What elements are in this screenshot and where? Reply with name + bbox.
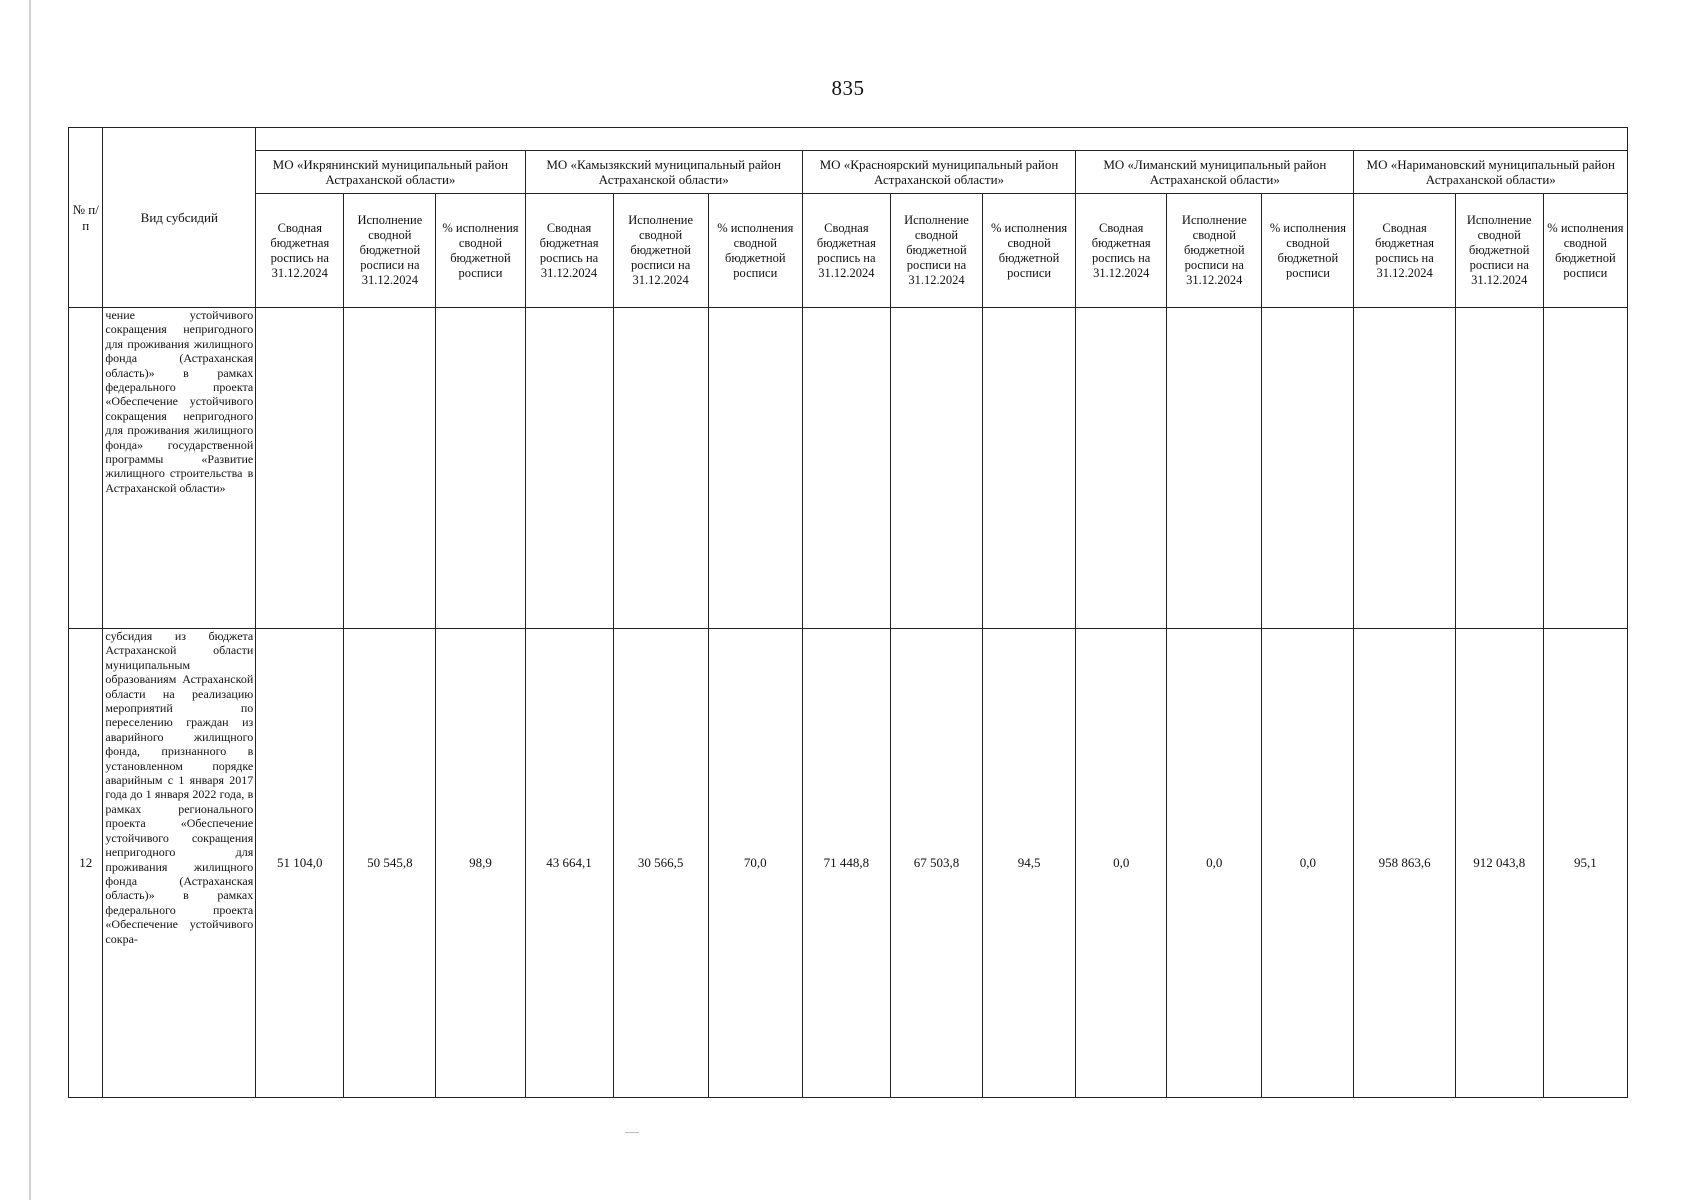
value-cell: [525, 308, 613, 629]
value-cell: [802, 308, 890, 629]
value-cell: [708, 308, 802, 629]
header-mo-limansky: МО «Лиманский муниципальный район Астраханской области»: [1076, 151, 1354, 194]
value-kamyzyaksky-percent: 70,0: [708, 629, 802, 1098]
subcol-execution-percent: % исполнения сводной бюджетной росписи: [983, 194, 1076, 308]
value-limansky-plan: 0,0: [1076, 629, 1167, 1098]
value-ikryaninsky-percent: 98,9: [436, 629, 525, 1098]
scan-mark: [625, 1132, 639, 1133]
subcol-execution: Исполнение сводной бюджетной росписи на 31.12.2024: [1455, 194, 1543, 308]
value-cell: [1455, 308, 1543, 629]
value-cell: [344, 308, 436, 629]
header-mo-ikryaninsky: МО «Икрянинский муниципальный район Астраханской области»: [256, 151, 525, 194]
row-number: [69, 308, 103, 629]
subcol-budget-plan: Сводная бюджетная роспись на 31.12.2024: [256, 194, 344, 308]
value-kamyzyaksky-execution: 30 566,5: [613, 629, 708, 1098]
row-number: 12: [69, 629, 103, 1098]
value-cell: [256, 308, 344, 629]
value-cell: [890, 308, 982, 629]
scan-edge-line: [29, 0, 31, 1200]
value-krasnoyarsky-percent: 94,5: [983, 629, 1076, 1098]
subcol-budget-plan: Сводная бюджетная роспись на 31.12.2024: [802, 194, 890, 308]
value-cell: [1076, 308, 1167, 629]
header-mo-kamyzyaksky: МО «Камызякский муниципальный район Астраханской области»: [525, 151, 802, 194]
subcol-execution-percent: % исполнения сводной бюджетной росписи: [1262, 194, 1354, 308]
subcol-execution-percent: % исполнения сводной бюджетной росписи: [1543, 194, 1627, 308]
value-cell: [1543, 308, 1627, 629]
header-num: № п/п: [69, 128, 103, 308]
table-row: [69, 308, 1628, 629]
value-cell: [1262, 308, 1354, 629]
table-row: [69, 629, 1628, 1098]
value-ikryaninsky-plan: 51 104,0: [256, 629, 344, 1098]
subcol-budget-plan: Сводная бюджетная роспись на 31.12.2024: [1076, 194, 1167, 308]
page-number: 835: [831, 76, 865, 100]
value-kamyzyaksky-plan: 43 664,1: [525, 629, 613, 1098]
subcol-execution: Исполнение сводной бюджетной росписи на 31.12.2024: [1167, 194, 1262, 308]
header-subcolumn-row: [69, 194, 1628, 308]
value-narimanovsky-percent: 95,1: [1543, 629, 1627, 1098]
subcol-execution-percent: % исполнения сводной бюджетной росписи: [436, 194, 525, 308]
value-krasnoyarsky-execution: 67 503,8: [890, 629, 982, 1098]
subcol-execution: Исполнение сводной бюджетной росписи на 31.12.2024: [890, 194, 982, 308]
value-ikryaninsky-execution: 50 545,8: [344, 629, 436, 1098]
value-krasnoyarsky-plan: 71 448,8: [802, 629, 890, 1098]
value-cell: [1354, 308, 1455, 629]
value-narimanovsky-plan: 958 863,6: [1354, 629, 1455, 1098]
header-subsidy-type: Вид субсидий: [103, 128, 256, 308]
value-cell: [1167, 308, 1262, 629]
value-cell: [983, 308, 1076, 629]
header-mo-narimanovsky: МО «Наримановский муниципальный район Астраханской области»: [1354, 151, 1628, 194]
value-cell: [436, 308, 525, 629]
row-description: чение устойчивого сокращения непригодного для проживания жилищного фонда (Астраханская область)» в рамках федерального проекта «Обеспечение устойчивого сокращения непригодного для проживания жилищного фонда» государственной программы «Развитие жилищного строительства в Астраханской области»: [103, 308, 256, 629]
subsidy-report-table: [68, 127, 1628, 1098]
value-narimanovsky-execution: 912 043,8: [1455, 629, 1543, 1098]
subcol-execution-percent: % исполнения сводной бюджетной росписи: [708, 194, 802, 308]
header-blank-cell: [256, 128, 1628, 151]
header-municipality-row: [69, 151, 1628, 194]
value-limansky-execution: 0,0: [1167, 629, 1262, 1098]
value-cell: [613, 308, 708, 629]
row-description: субсидия из бюджета Астраханской области муниципальным образованиям Астраханской области на реализацию мероприятий по переселению граждан из аварийного жилищного фонда, признанного в установленном порядке аварийным с 1 января 2017 года до 1 января 2022 года, в рамках регионального проекта «Обеспечение устойчивого сокращения непригодного для проживания жилищного фонда (Астраханская область)» в рамках федерального проекта «Обеспечение устойчивого сокра-: [103, 629, 256, 1098]
subcol-execution: Исполнение сводной бюджетной росписи на 31.12.2024: [613, 194, 708, 308]
header-blank-row: [69, 128, 1628, 151]
subcol-budget-plan: Сводная бюджетная роспись на 31.12.2024: [525, 194, 613, 308]
subcol-budget-plan: Сводная бюджетная роспись на 31.12.2024: [1354, 194, 1455, 308]
subcol-execution: Исполнение сводной бюджетной росписи на 31.12.2024: [344, 194, 436, 308]
value-limansky-percent: 0,0: [1262, 629, 1354, 1098]
header-mo-krasnoyarsky: МО «Красноярский муниципальный район Астраханской области»: [802, 151, 1075, 194]
